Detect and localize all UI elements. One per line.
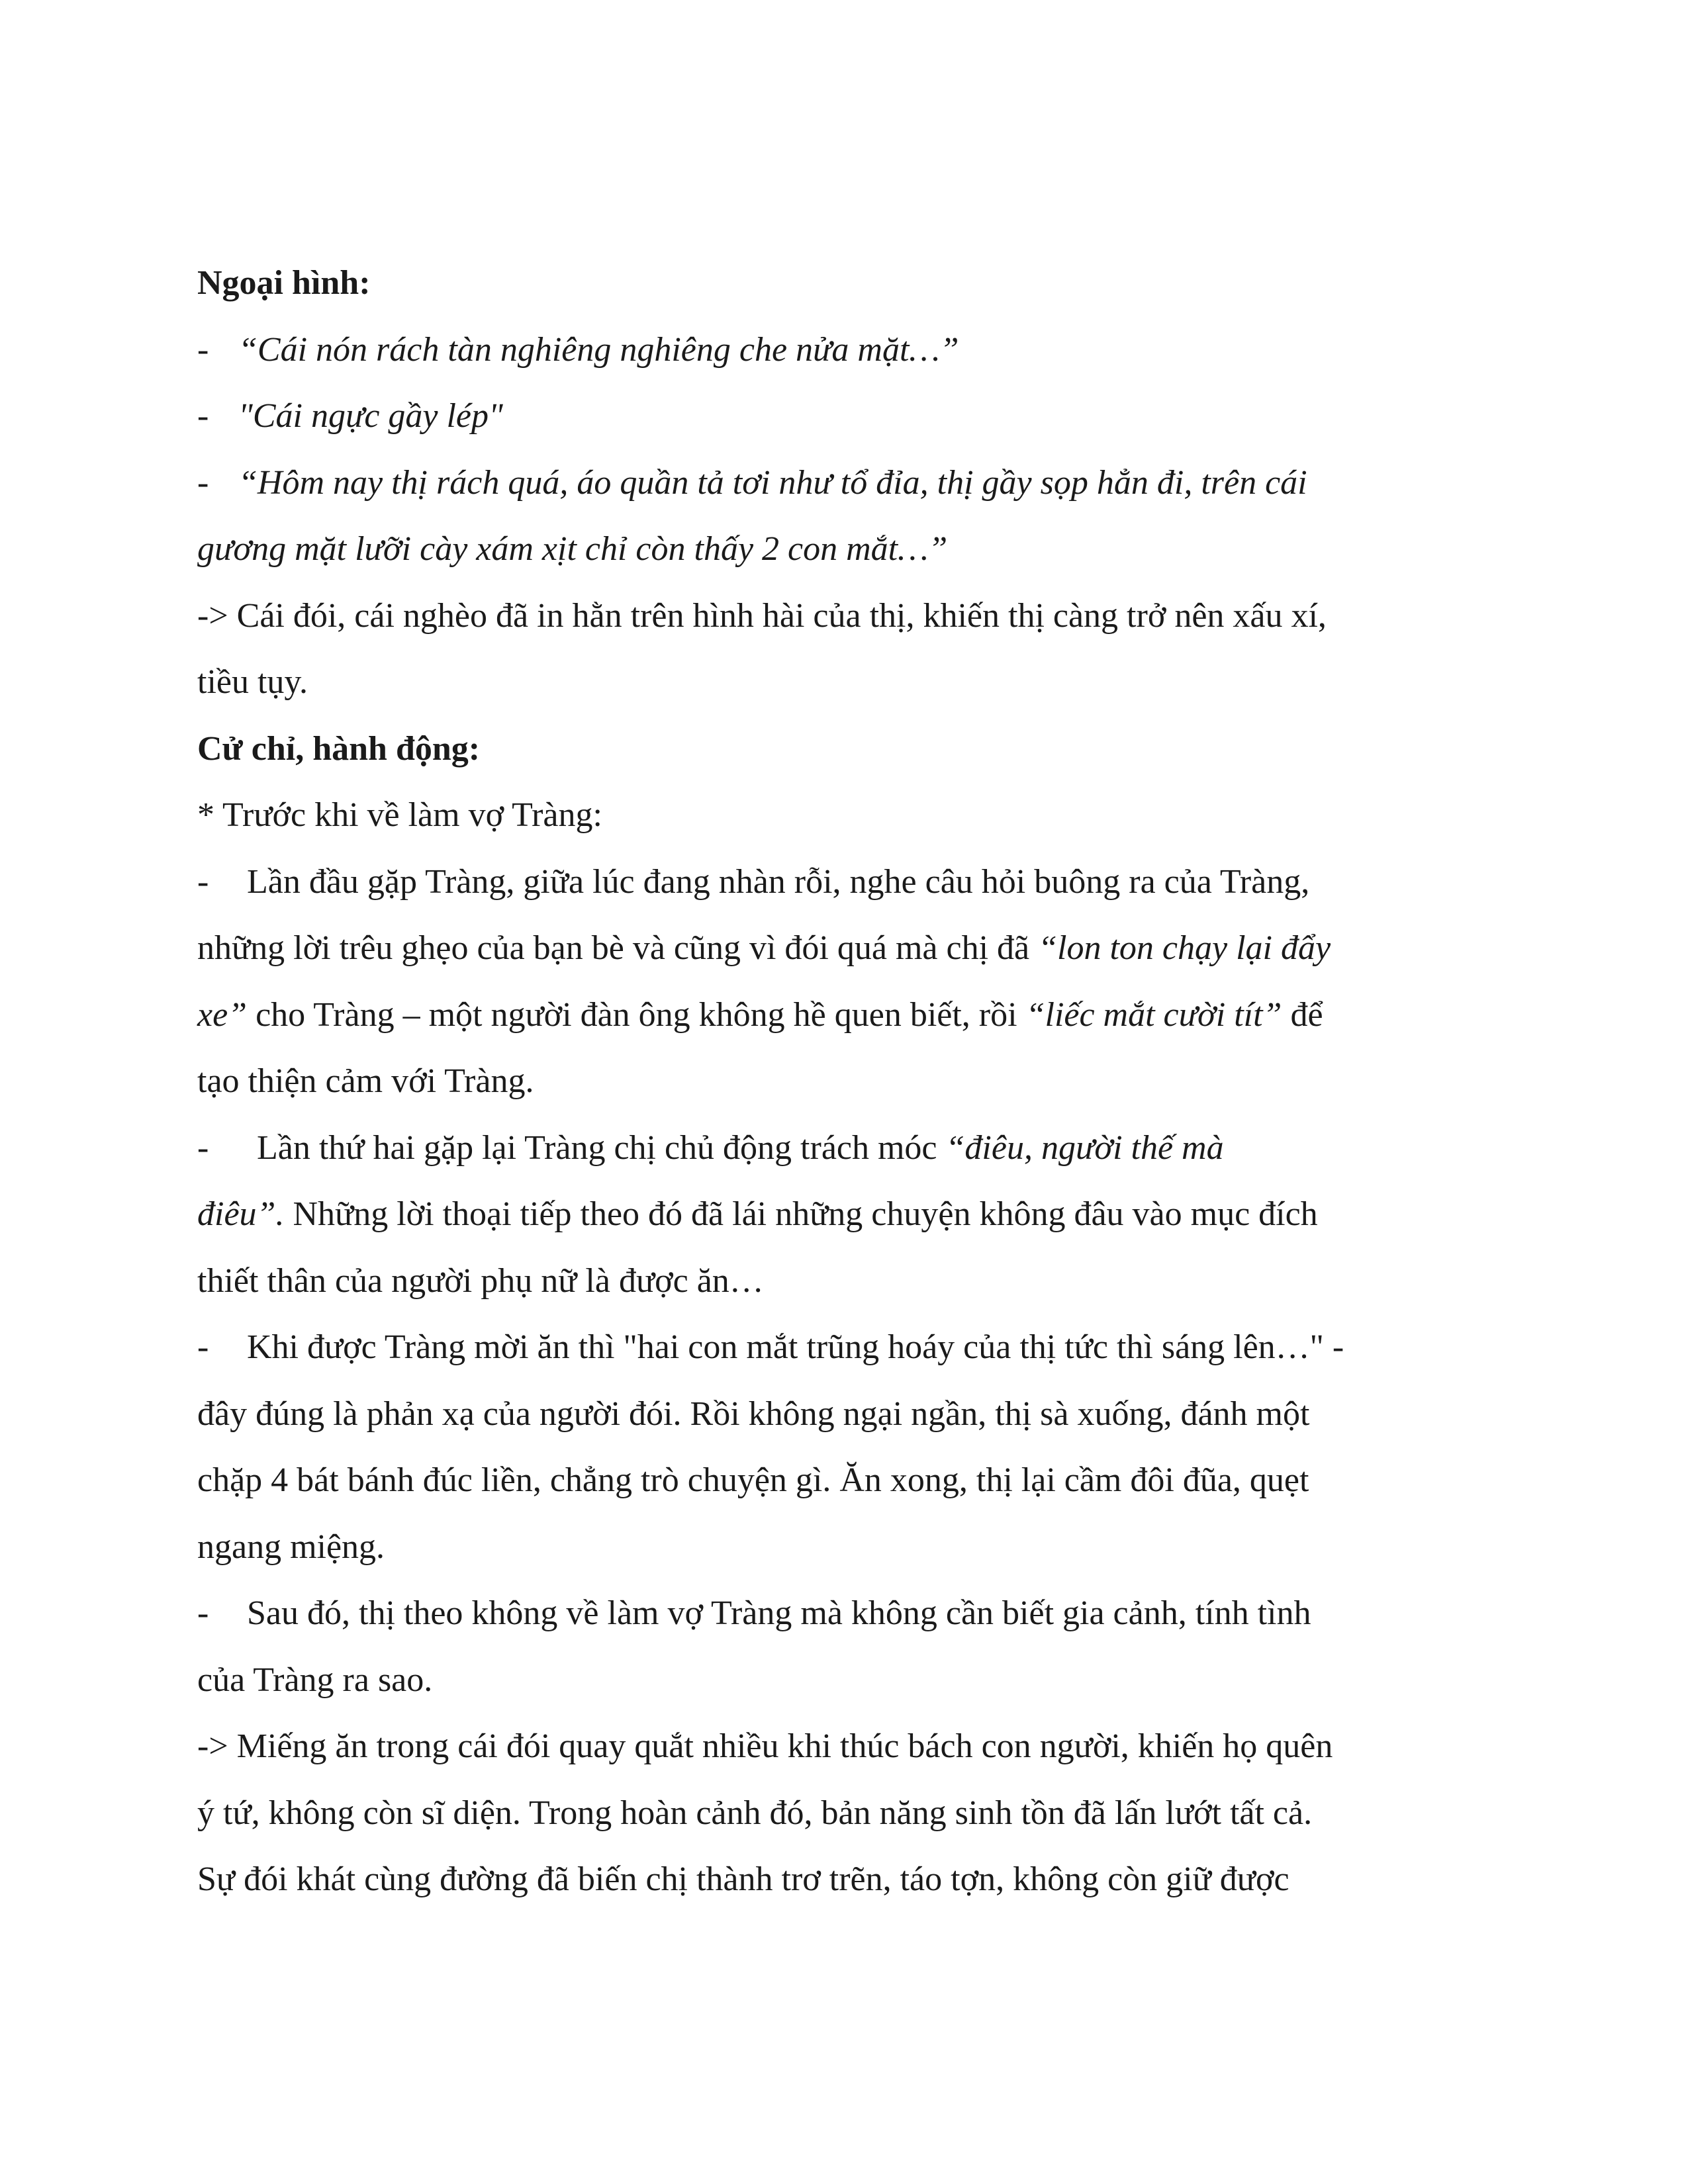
document-body [197,250,1491,1913]
para2-line-2: điêu”. Những lời thoại tiếp theo đó đã lái những chuyện không đâu vào mục đích [197,1195,1318,1233]
para2-line-1: - Lần thứ hai gặp lại Tràng chị chủ động trách móc “điêu, người thế mà [197,1128,1224,1167]
para1-line-2: những lời trêu ghẹo của bạn bè và cũng vì đói quá mà chị đã “lon ton chạy lại đẩy [197,929,1331,967]
para4-line-1: - Sau đó, thị theo không về làm vợ Tràng mà không cần biết gia cảnh, tính tình [197,1594,1311,1632]
para2-line-3: thiết thân của người phụ nữ là được ăn… [197,1261,764,1300]
para1-line-3: xe” cho Tràng – một người đàn ông không hề quen biết, rồi “liếc mắt cười tít” để [197,995,1323,1034]
para4-line-2: của Tràng ra sao. [197,1661,433,1699]
conclusion2-line-2: ý tứ, không còn sĩ diện. Trong hoàn cảnh đó, bản năng sinh tồn đã lấn lướt tất cả. [197,1794,1313,1832]
appearance-conclusion-line-1: -> Cái đói, cái nghèo đã in hằn trên hình hài của thị, khiến thị càng trở nên xấu xí, [197,596,1327,635]
appearance-conclusion-line-2: tiều tụy. [197,663,308,701]
para3-line-2: đây đúng là phản xạ của người đói. Rồi không ngại ngần, thị sà xuống, đánh một [197,1394,1310,1433]
conclusion2-line-3: Sự đói khát cùng đường đã biến chị thành trơ trẽn, táo tợn, không còn giữ được [197,1860,1289,1898]
para1-line-4: tạo thiện cảm với Tràng. [197,1062,534,1100]
subheading-before-marriage: * Trước khi về làm vợ Tràng: [197,796,602,834]
para3-line-1: - Khi được Tràng mời ăn thì "hai con mắt trũng hoáy của thị tức thì sáng lên…" - [197,1328,1344,1366]
conclusion2-line-1: -> Miếng ăn trong cái đói quay quắt nhiều khi thúc bách con người, khiến họ quên [197,1727,1333,1765]
heading-appearance: Ngoại hình: [197,264,371,302]
para3-line-4: ngang miệng. [197,1527,385,1566]
para3-line-3: chặp 4 bát bánh đúc liền, chẳng trò chuyện gì. Ăn xong, thị lại cầm đôi đũa, quẹt [197,1461,1309,1499]
appearance-item-3: - “Hôm nay thị rách quá, áo quần tả tơi như tổ đỉa, thị gầy sọp hẳn đi, trên cái [197,463,1307,502]
heading-actions: Cử chỉ, hành động: [197,729,481,768]
para1-line-1: - Lần đầu gặp Tràng, giữa lúc đang nhàn rỗi, nghe câu hỏi buông ra của Tràng, [197,862,1310,901]
appearance-item-1: - “Cái nón rách tàn nghiêng nghiêng che nửa mặt…” [197,330,959,369]
appearance-item-3-cont: gương mặt lưỡi cày xám xịt chỉ còn thấy 2 con mắt…” [197,530,948,568]
appearance-item-2: - "Cái ngực gầy lép" [197,397,503,435]
